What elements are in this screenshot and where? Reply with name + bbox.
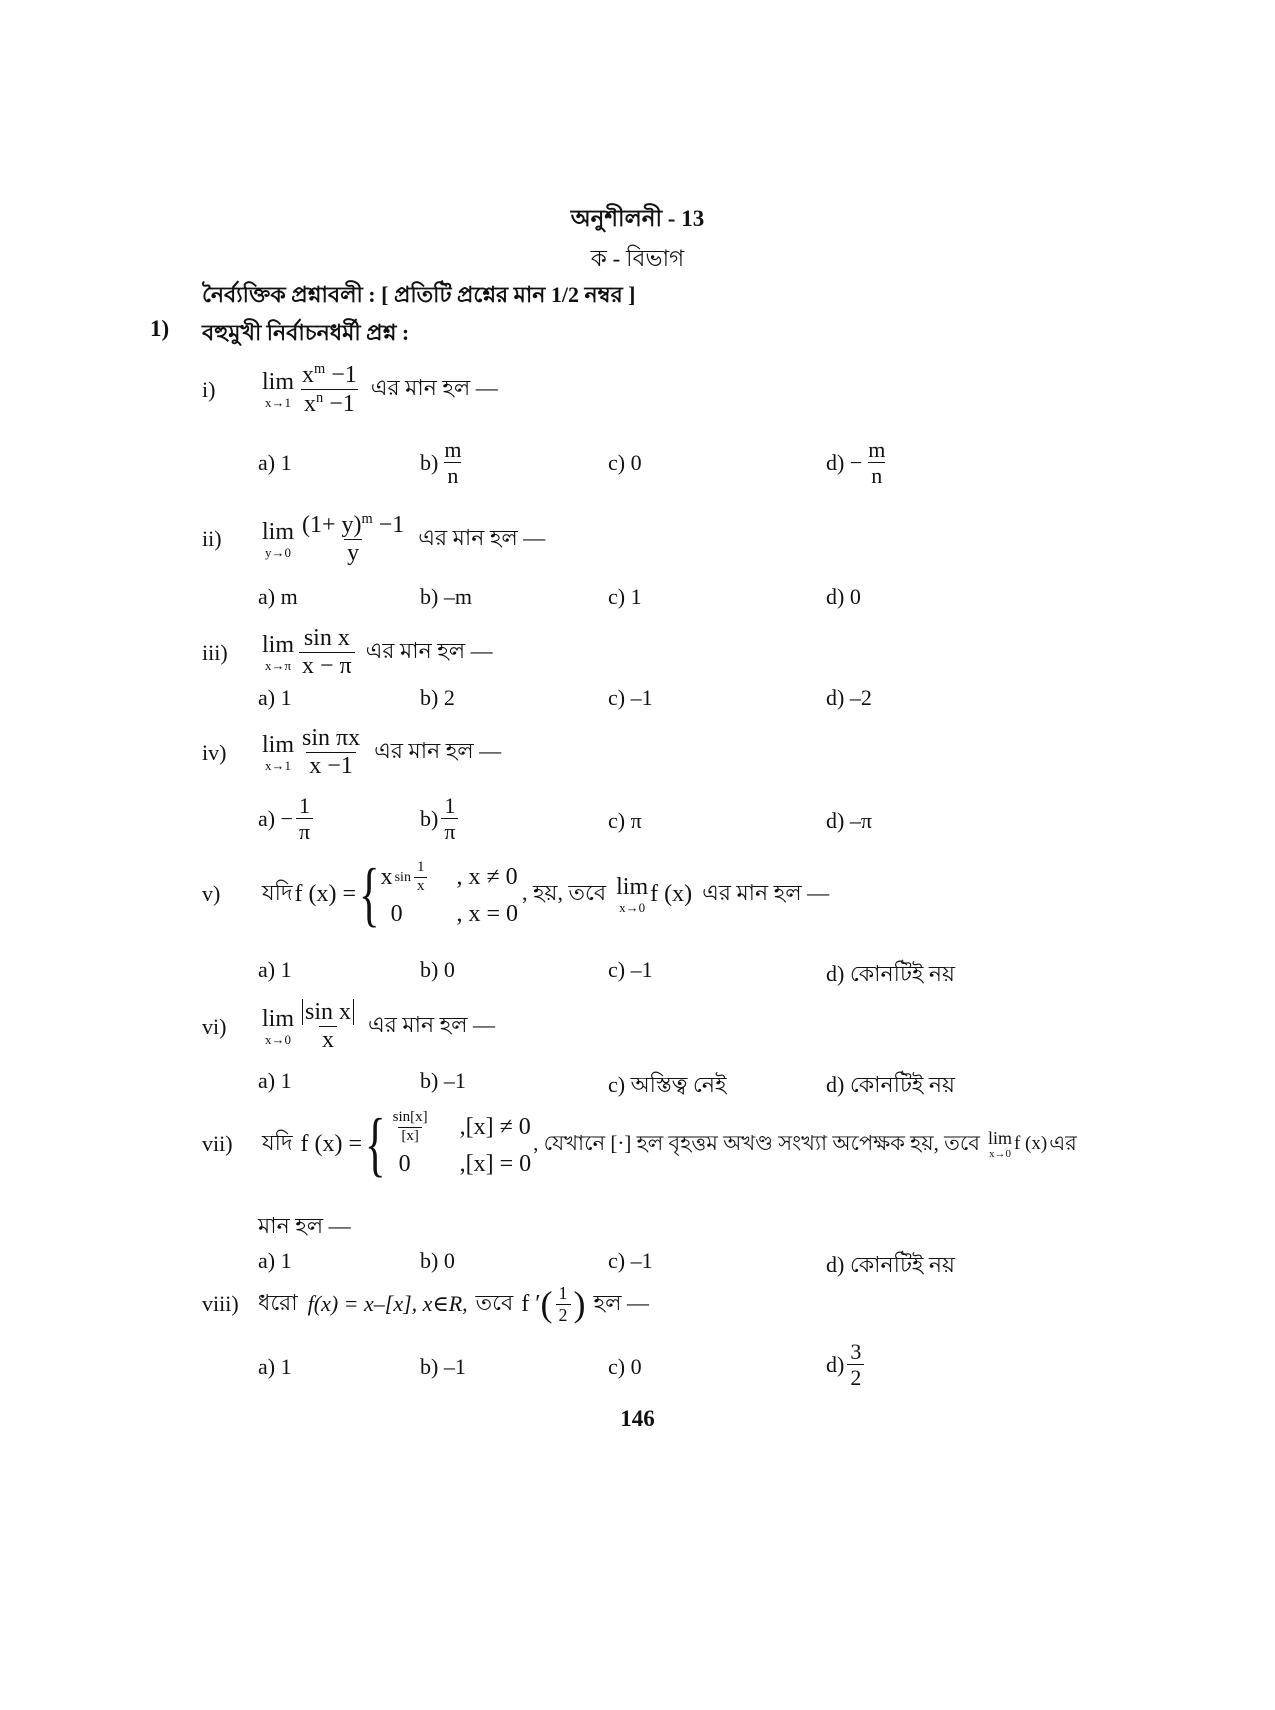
function-name: f (x) = [300,1130,363,1157]
piecewise-definition: { $\frac{\sin[x]}{[x]}$ ,[x] ≠ 0 0 ,[x] = 0 [364,1104,532,1184]
option-b[interactable]: b) –1 [420,1068,466,1093]
limit-expression: lim x→0 f (x) [987,1127,1048,1160]
where-phrase: , যেখানে [·] হল বৃহত্তম অখণ্ড সংখ্যা অপেক্ষক হয়, তবে [533,1130,980,1155]
question-suffix: এর মান হল — [368,1012,496,1038]
question-vii [202,1104,1077,1184]
option-c[interactable]: c) 0 [608,450,642,475]
question-label: ii) [202,526,222,552]
question-iii [202,626,493,679]
option-b[interactable]: b) –1 [420,1354,466,1379]
question-label: i) [202,376,216,402]
question-label: v) [202,881,221,906]
option-d[interactable]: d) –π [826,808,872,833]
option-b[interactable]: b) 0 [420,957,455,982]
derivative-expression: f ′ ( $\frac{1}{2}$ ) [521,1283,586,1325]
option-b[interactable]: b) $\frac{m}{n}$ [420,437,462,489]
limit-expression: lim x→0 f (x) [616,873,693,915]
option-b[interactable]: b) 2 [420,685,455,710]
fraction: $\frac{(1+ y)^m -1}{y}$ [302,511,405,567]
option-a[interactable]: a) 1 [258,685,292,710]
exercise-title: অনুশীলনী - 13 [570,206,705,231]
option-a[interactable]: a) 1 [258,957,292,982]
option-c[interactable]: c) –1 [608,1248,653,1273]
question-iv [202,726,501,779]
option-a[interactable]: a) 1 [258,1248,292,1273]
question-number: 1) [150,316,170,341]
question-vi [202,1000,495,1053]
option-d[interactable]: d) কোনটিই নয় [826,961,955,986]
function-definition: f(x) = x–[x], x∈R, [307,1291,468,1317]
option-c[interactable]: c) π [608,808,642,833]
question-suffix: এর মান হল — [702,879,830,905]
of-word: এর [1049,1130,1077,1155]
fraction: $\frac{\text{sin x}}{x - \pi}$ [299,626,355,679]
limit-expression [262,626,358,679]
option-a[interactable]: a) 1 [258,1068,292,1093]
question-label: vii) [202,1131,233,1156]
then-phrase: , হয়, তবে [522,879,607,905]
fraction: $\frac{x^m -1}{x^n -1}$ [302,361,357,418]
page-number: 146 [620,1406,655,1431]
then-word: তবে [475,1289,514,1315]
instruction-line: নৈর্ব্যক্তিক প্রশ্নাবলী : [ প্রতিটি প্রশ্নের মান 1/2 নম্বর ] [202,282,636,307]
option-a[interactable]: a) 1 [258,1354,292,1379]
piecewise-definition: { x sin $\frac{1}{x}$ , x ≠ 0 0 , x = 0 [358,854,518,934]
option-d[interactable]: d) 0 [826,584,861,609]
limit-operator: lim x→1 [262,369,295,411]
option-d[interactable]: d) কোনটিই নয় [826,1252,955,1277]
option-d[interactable]: d) $\frac{3}{2}$ [826,1340,867,1389]
fraction: $\frac{\text{sin πx}}{x -1}$ [302,725,361,780]
option-c[interactable]: c) 1 [608,584,642,609]
option-b[interactable]: b) 0 [420,1248,455,1273]
option-a[interactable]: a) − $\frac{1}{\pi}$ [258,794,316,843]
question-ii [202,512,545,566]
option-d[interactable]: d) কোনটিই নয় [826,1072,955,1097]
question-label: viii) [202,1291,239,1317]
option-c[interactable]: c) অস্তিত্ব নেই [608,1072,727,1097]
question-suffix: এর মান হল — [370,375,498,401]
option-d[interactable]: d) –2 [826,685,872,710]
option-a[interactable]: a) m [258,584,298,609]
question-i [202,362,498,417]
section-title: ক - বিভাগ [590,246,685,271]
question-continuation: মান হল — [258,1213,351,1238]
question-label: vi) [202,1013,227,1039]
limit-operator: lim x→π [262,632,295,674]
limit-operator: lim x→1 [262,732,295,774]
option-b[interactable]: b) –m [420,584,472,609]
question-suffix: এর মান হল — [365,638,493,664]
option-c[interactable]: c) –1 [608,957,653,982]
limit-expression [262,512,410,566]
limit-expression [262,362,363,417]
option-d[interactable]: d) − $\frac{m}{n}$ [826,437,886,489]
question-heading: বহুমুখী নির্বাচনধর্মী প্রশ্ন : [202,320,410,345]
limit-operator: lim x→0 [262,1006,295,1048]
question-suffix: এর মান হল — [374,738,502,764]
option-c[interactable]: c) –1 [608,685,653,710]
let-word: ধরো [258,1289,298,1315]
question-label: iv) [202,739,227,765]
question-viii [202,1284,649,1325]
limit-expression [262,1000,360,1053]
if-word: যদি [262,1129,293,1155]
question-suffix: এর মান হল — [418,524,546,550]
question-v [202,854,830,934]
if-word: যদি [262,879,293,905]
question-label: iii) [202,639,228,665]
limit-expression [262,726,366,779]
option-a[interactable]: a) 1 [258,450,292,475]
option-b[interactable]: b) $\frac{1}{\pi}$ [420,794,461,843]
option-c[interactable]: c) 0 [608,1354,642,1379]
function-name: f (x) = [294,880,357,907]
fraction: $\frac{\text{sin x}}{x}$ [299,1000,357,1053]
question-suffix: হল — [593,1289,649,1315]
limit-operator: lim y→0 [262,518,295,560]
